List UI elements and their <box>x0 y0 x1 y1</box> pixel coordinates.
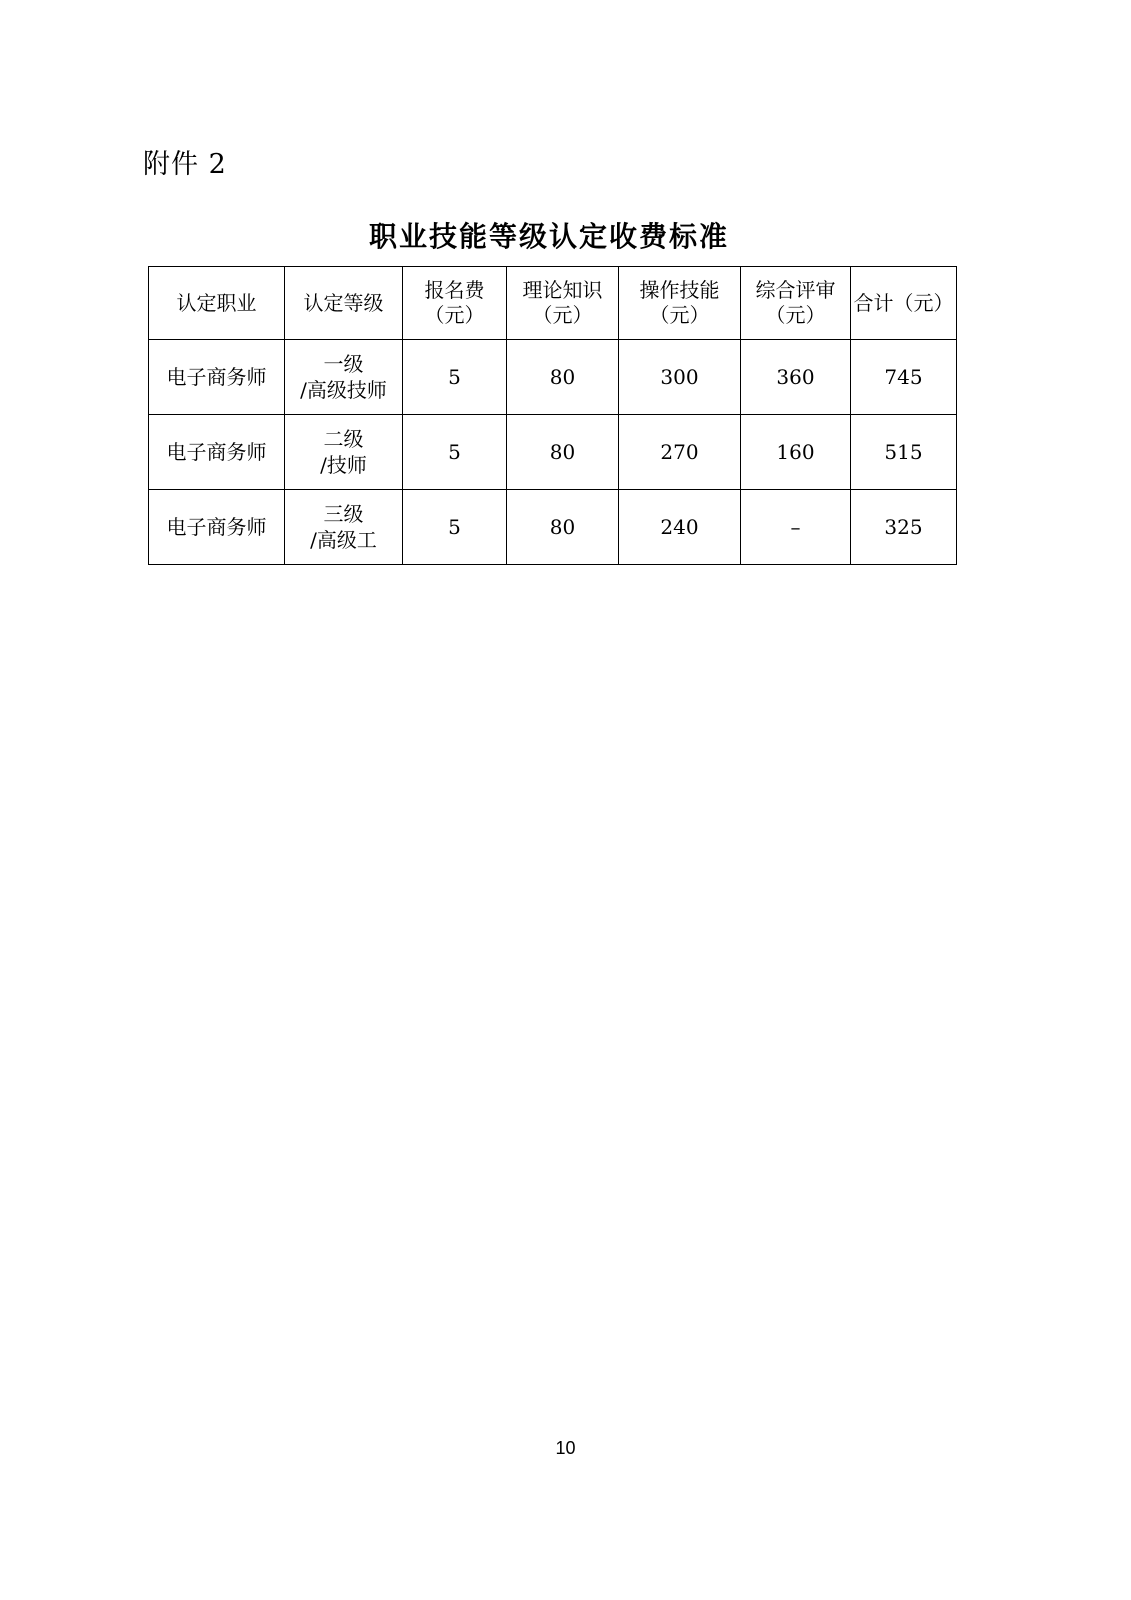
column-header-theory-line1: 理论知识 <box>522 278 603 302</box>
cell-level-line2: /高级技师 <box>300 378 387 402</box>
cell-theory: 80 <box>507 340 619 415</box>
column-header-practical <box>619 267 741 340</box>
table-row <box>149 490 957 565</box>
column-header-level-line1: 认定等级 <box>303 290 384 315</box>
cell-level-line2: /技师 <box>320 453 367 477</box>
column-header-total-line1: 合计（元） <box>853 290 954 315</box>
cell-comprehensive: 160 <box>741 415 851 490</box>
cell-occupation: 电子商务师 <box>149 490 285 565</box>
cell-total: 745 <box>851 340 957 415</box>
page-number: 10 <box>555 1438 576 1458</box>
cell-practical: 300 <box>619 340 741 415</box>
table-row <box>149 415 957 490</box>
cell-registration-fee: 5 <box>403 415 507 490</box>
table-header-row <box>149 267 957 340</box>
column-header-practical-line2: （元） <box>649 303 710 327</box>
column-header-registration-fee-line1: 报名费 <box>424 278 485 302</box>
column-header-comprehensive-line2: （元） <box>765 303 826 327</box>
column-header-comprehensive <box>741 267 851 340</box>
page-title: 职业技能等级认定收费标准 <box>368 220 729 253</box>
attachment-label: 附件 2 <box>143 149 227 180</box>
cell-practical: 270 <box>619 415 741 490</box>
column-header-theory <box>507 267 619 340</box>
cell-registration-fee: 5 <box>403 340 507 415</box>
column-header-theory-line2: （元） <box>532 303 593 327</box>
column-header-occupation <box>149 267 285 340</box>
cell-comprehensive: 360 <box>741 340 851 415</box>
cell-theory: 80 <box>507 415 619 490</box>
cell-level <box>285 490 403 565</box>
cell-level <box>285 340 403 415</box>
cell-level-line1: 二级 <box>323 427 364 451</box>
cell-level-line2: /高级工 <box>310 528 377 552</box>
fee-standard-table <box>148 266 957 565</box>
column-header-occupation-line1: 认定职业 <box>176 290 257 315</box>
cell-practical: 240 <box>619 490 741 565</box>
column-header-total <box>851 267 957 340</box>
column-header-comprehensive-line1: 综合评审 <box>755 278 836 302</box>
cell-level <box>285 415 403 490</box>
column-header-registration-fee-line2: （元） <box>424 303 485 327</box>
cell-occupation: 电子商务师 <box>149 340 285 415</box>
cell-registration-fee: 5 <box>403 490 507 565</box>
table-row <box>149 340 957 415</box>
cell-level-line1: 一级 <box>323 352 364 376</box>
cell-theory: 80 <box>507 490 619 565</box>
column-header-level <box>285 267 403 340</box>
cell-total: 515 <box>851 415 957 490</box>
column-header-registration-fee <box>403 267 507 340</box>
cell-level-line1: 三级 <box>323 502 364 526</box>
column-header-practical-line1: 操作技能 <box>639 278 720 302</box>
cell-occupation: 电子商务师 <box>149 415 285 490</box>
cell-comprehensive: – <box>741 490 851 565</box>
cell-total: 325 <box>851 490 957 565</box>
